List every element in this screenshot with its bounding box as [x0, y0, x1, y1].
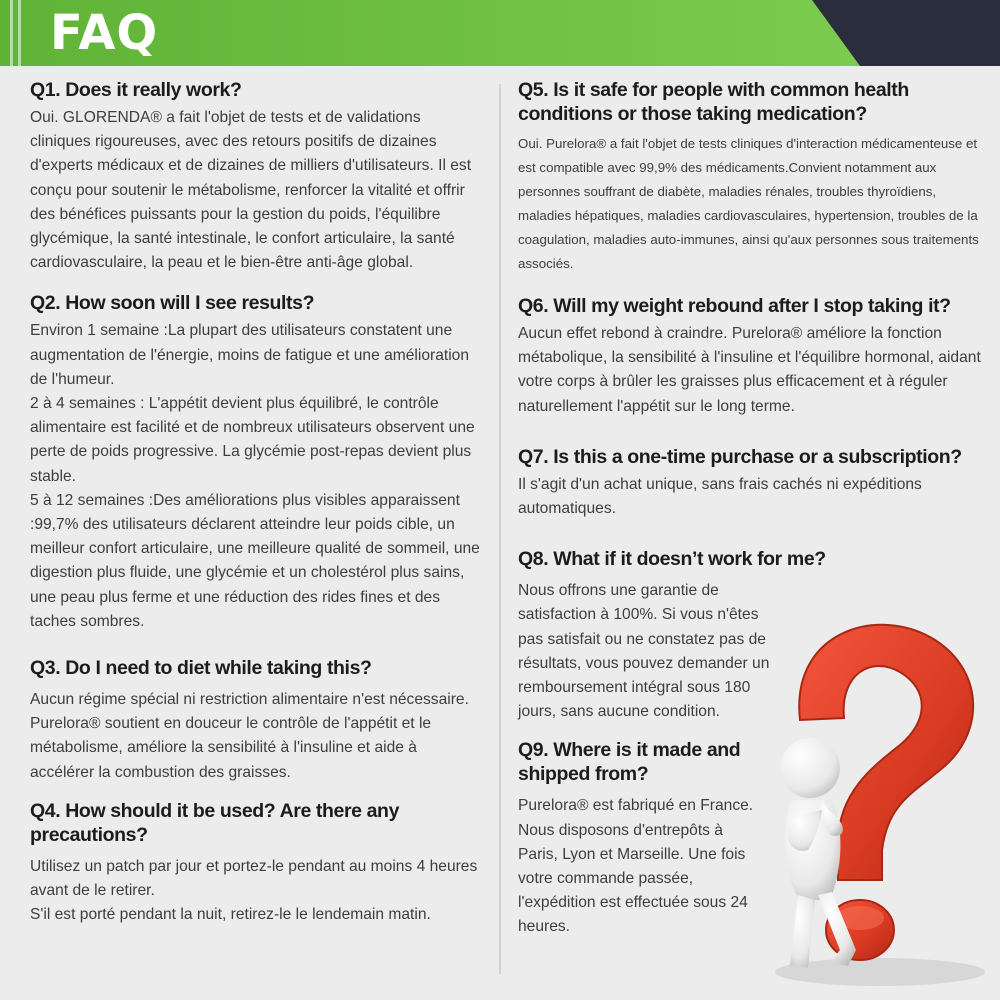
faq-column-right — [518, 78, 983, 954]
faq-item-q2 — [30, 291, 485, 634]
faq-item-q3 — [30, 656, 485, 785]
faq-answer: Oui. Purelora® a fait l'objet de tests cliniques d'interaction médicamenteuse et est compatible avec 99,9% des médicaments.Convient notamment aux personnes souffrant de diabète, maladies rénales, troubles thyroïdiens, maladies hépatiques, maladies cardiovasculaires, hypertension, troubles de la coagulation, maladies auto-immunes, ainsi qu'aux personnes sous traitements associés. — [518, 136, 979, 271]
page-title: FAQ — [50, 5, 159, 61]
faq-item-q9 — [518, 738, 758, 939]
faq-question: Q8. What if it doesn’t work for me? — [518, 548, 826, 571]
faq-answer: Il s'agit d'un achat unique, sans frais cachés ni expéditions automatiques. — [518, 475, 922, 518]
faq-answer: Utilisez un patch par jour et portez-le pendant au moins 4 heures avant de le retirer. S'il est porté pendant la nuit, retirez-le le lendemain matin. — [30, 857, 478, 924]
faq-answer: Oui. GLORENDA® a fait l'objet de tests et de validations cliniques rigoureuses, avec des retours positifs de dizaines d'experts médicaux et de dizaines de milliers d'utilisateurs. Il est conçu pour soutenir le métabolisme, renforcer la vitalité et offrir des bénéfices puissants pour la gestion du poids, l'équilibre glycémique, la santé intestinale, le confort articulaire, la santé cardiovasculaire, la peau et le bien-être anti-âge global. — [30, 109, 472, 272]
column-divider — [499, 84, 501, 974]
faq-item-q8 — [518, 547, 826, 724]
header-banner — [0, 0, 1000, 66]
faq-item-q7 — [518, 445, 983, 521]
header-stripe — [18, 0, 21, 66]
faq-answer: Environ 1 semaine :La plupart des utilisateurs constatent une augmentation de l'énergie, moins de fatigue et une amélioration de l'humeur. 2 à 4 semaines : L'appétit devient plus équilibré, le contrôle alimentaire est facilité et de nombreux utilisateurs observent une perte de poids progressive. La glycémie post-repas devient plus stable. 5 à 12 semaines :Des améliorations plus visibles apparaissent :99,7% des utilisateurs déclarent atteindre leur poids cible, un meilleur confort articulaire, une meilleure qualité de sommeil, une digestion plus fluide, une glycémie et un cholestérol plus sains, une peau plus ferme et une réduction des rides fines et des taches sombres. — [30, 322, 480, 630]
faq-answer: Aucun effet rebond à craindre. Purelora® améliore la fonction métabolique, la sensibilité à l'insuline et l'équilibre hormonal, aidant votre corps à brûler les graisses plus efficacement et à réguler naturellement l'appétit sur le long terme. — [518, 325, 981, 415]
faq-item-q4 — [30, 799, 485, 928]
faq-question: Q9. Where is it made and shipped from? — [518, 739, 741, 786]
faq-question: Q4. How should it be used? Are there any precautions? — [30, 799, 400, 846]
faq-item-q5 — [518, 78, 983, 276]
faq-answer: Purelora® est fabriqué en France. Nous disposons d'entrepôts à Paris, Lyon et Marseille. Une fois votre commande passée, l'expédition est effectuée sous 24 heures. — [518, 797, 754, 936]
faq-answer: Nous offrons une garantie de satisfaction à 100%. Si vous n'êtes pas satisfait ou ne constatez pas de résultats, vous pouvez demander un remboursement intégral sous 180 jours, sans aucune condition. — [518, 582, 770, 721]
faq-item-q6 — [518, 294, 983, 419]
faq-column-left — [30, 78, 485, 941]
faq-question: Q3. Do I need to diet while taking this? — [30, 657, 372, 680]
faq-question: Q6. Will my weight rebound after I stop taking it? — [518, 295, 951, 317]
faq-question: Q2. How soon will I see results? — [30, 292, 315, 315]
header-stripe — [10, 0, 13, 66]
faq-question: Q5. Is it safe for people with common health conditions or those taking medication? — [518, 79, 909, 125]
faq-answer: Aucun régime spécial ni restriction alimentaire n'est nécessaire. Purelora® soutient en douceur le contrôle de l'appétit et le métabolisme, améliore la sensibilité à l'insuline et aide à accélérer la combustion des graisses. — [30, 691, 469, 781]
faq-question: Q1. Does it really work? — [30, 79, 242, 101]
faq-item-q1 — [30, 78, 485, 275]
faq-question: Q7. Is this a one-time purchase or a subscription? — [518, 445, 962, 468]
